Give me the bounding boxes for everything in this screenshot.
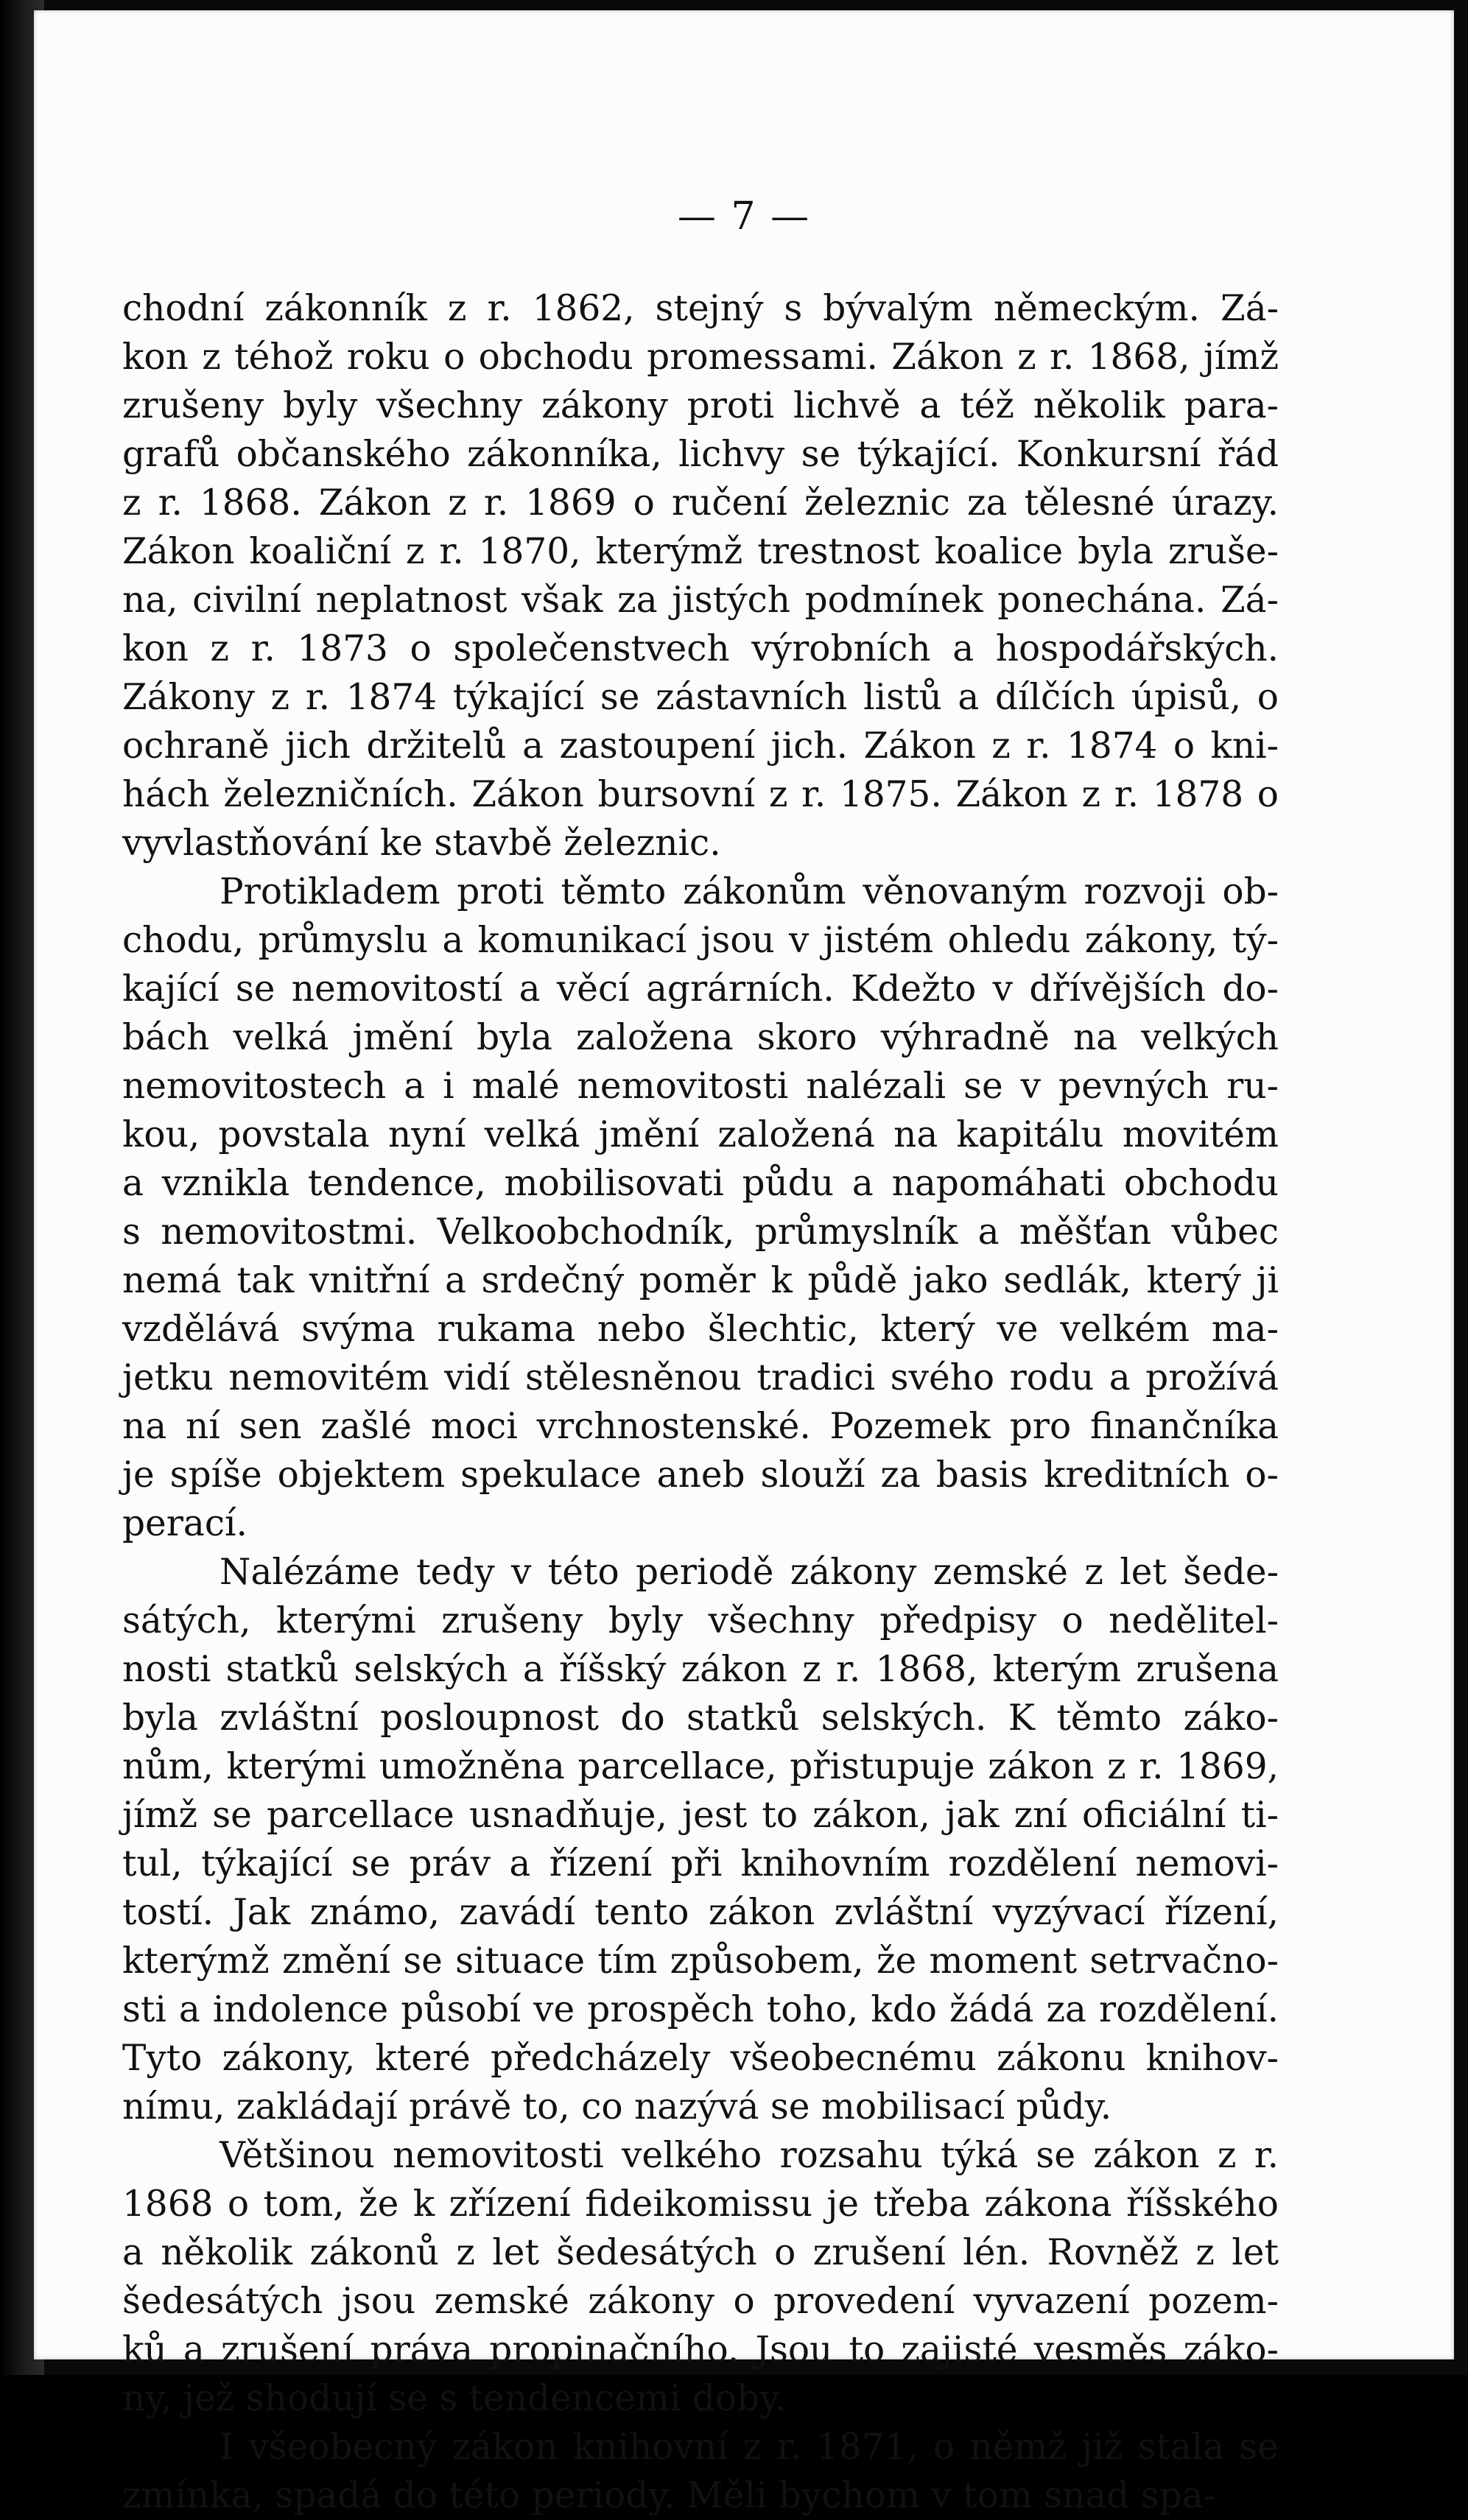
text-line: nemovitostech a i malé nemovitosti nalézali se v pevných ru- (122, 1066, 1279, 1107)
text-line: nímu, zakládají právě to, co nazývá se mobilisací půdy. (122, 2086, 1112, 2127)
text-line: jímž se parcellace usnadňuje, jest to zákon, jak zní oficiální ti- (122, 1795, 1279, 1836)
text-line: Zákony z r. 1874 týkající se zástavních listů a dílčích úpisů, o (122, 677, 1279, 718)
page-number: — 7 — (677, 194, 811, 239)
text-line: zrušeny byly všechny zákony proti lichvě a též několik para- (122, 385, 1279, 426)
text-line: šedesátých jsou zemské zákony o provedení vyvazení pozem- (122, 2281, 1279, 2322)
text-line: s nemovitostmi. Velkoobchodník, průmyslník a měšťan vůbec (122, 1211, 1279, 1253)
text-line: vzdělává svýma rukama nebo šlechtic, který ve velkém ma- (122, 1309, 1279, 1350)
text-line: kající se nemovitostí a věcí agrárních. Kdežto v dřívějších do- (122, 968, 1279, 1010)
paragraph (122, 867, 1279, 1548)
text-line: nosti statků selských a říšský zákon z r. 1868, kterým zrušena (122, 1649, 1279, 1690)
text-line: Zákon koaliční z r. 1870, kterýmž trestnost koalice byla zruše- (122, 531, 1279, 572)
text-line: Většinou nemovitosti velkého rozsahu týká se zákon z r. (220, 2135, 1279, 2176)
text-line: chodu, průmyslu a komunikací jsou v jistém ohledu zákony, tý- (122, 920, 1279, 961)
text-line: 1868 o tom, že k zřízení fideikomissu je třeba zákona říšského (122, 2183, 1279, 2225)
text-line: tostí. Jak známo, zavádí tento zákon zvláštní vyzývací řízení, (122, 1892, 1279, 1933)
text-line: Protikladem proti těmto zákonům věnovaným rozvoji ob- (220, 871, 1279, 912)
text-line: ochraně jich držitelů a zastoupení jich. Zákon z r. 1874 o kni- (122, 725, 1279, 767)
text-line: sti a indolence působí ve prospěch toho, kdo žádá za rozdělení. (122, 1989, 1279, 2030)
text-line: byla zvláštní posloupnost do statků selských. K těmto záko- (122, 1697, 1279, 1739)
text-line: chodní zákonník z r. 1862, stejný s bývalým německým. Zá- (122, 288, 1279, 329)
book-page (34, 10, 1454, 2516)
text-line: a vznikla tendence, mobilisovati půdu a napomáhati obchodu (122, 1163, 1279, 1204)
text-line: jetku nemovitém vidí stělesněnou tradici svého rodu a prožívá (122, 1357, 1279, 1398)
text-line: bách velká jmění byla založena skoro výhradně na velkých (122, 1017, 1279, 1058)
text-line: na ní sen zašlé moci vrchnostenské. Pozemek pro finančníka (122, 1406, 1279, 1447)
text-line: na, civilní neplatnost však za jistých podmínek ponechána. Zá- (122, 580, 1279, 621)
paragraph (122, 2423, 1279, 2520)
text-line: hách železničních. Zákon bursovní z r. 1875. Zákon z r. 1878 o (122, 774, 1279, 815)
text-line: kou, povstala nyní velká jmění založená na kapitálu movitém (122, 1114, 1279, 1155)
text-line: nům, kterými umožněna parcellace, přistupuje zákon z r. 1869, (122, 1746, 1279, 1787)
paragraph (122, 1548, 1279, 2131)
text-line: perací. (122, 1503, 247, 1544)
text-line: ny, jež shodují se s tendencemi doby. (122, 2378, 787, 2419)
text-line: z r. 1868. Zákon z r. 1869 o ručení železnic za tělesné úrazy. (122, 482, 1279, 524)
text-line: sátých, kterými zrušeny byly všechny předpisy o nedělitel- (122, 1600, 1279, 1641)
text-line: tul, týkající se práv a řízení při knihovním rozdělení nemovi- (122, 1843, 1279, 1884)
body-text (122, 284, 1279, 2520)
text-line: nemá tak vnitřní a srdečný poměr k půdě jako sedlák, který ji (122, 1260, 1279, 1301)
text-line: Tyto zákony, které předcházely všeobecnému zákonu knihov- (122, 2038, 1279, 2079)
text-line: kon z téhož roku o obchodu promessami. Zákon z r. 1868, jímž (122, 337, 1279, 378)
text-line: kon z r. 1873 o společenstvech výrobních a hospodářských. (122, 628, 1279, 669)
text-line: a několik zákonů z let šedesátých o zrušení lén. Rovněž z let (122, 2232, 1279, 2273)
paragraph (122, 284, 1279, 867)
text-line: ků a zrušení práva propinačního. Jsou to zajisté vesměs záko- (122, 2329, 1279, 2371)
text-line: grafů občanského zákonníka, lichvy se týkající. Konkursní řád (122, 434, 1279, 475)
text-line: zmínka, spadá do této periody. Měli bychom v tom snad spa- (122, 2475, 1216, 2516)
paragraph (122, 2131, 1279, 2423)
text-line: I všeobecný zákon knihovní z r. 1871, o němž již stala se (220, 2426, 1279, 2468)
text-line: kterýmž změní se situace tím způsobem, že moment setrvačno- (122, 1940, 1279, 1982)
text-line: vyvlastňování ke stavbě železnic. (122, 823, 721, 864)
text-line: je spíše objektem spekulace aneb slouží za basis kreditních o- (122, 1454, 1279, 1496)
text-line: Nalézáme tedy v této periodě zákony zemské z let šede- (220, 1552, 1279, 1593)
